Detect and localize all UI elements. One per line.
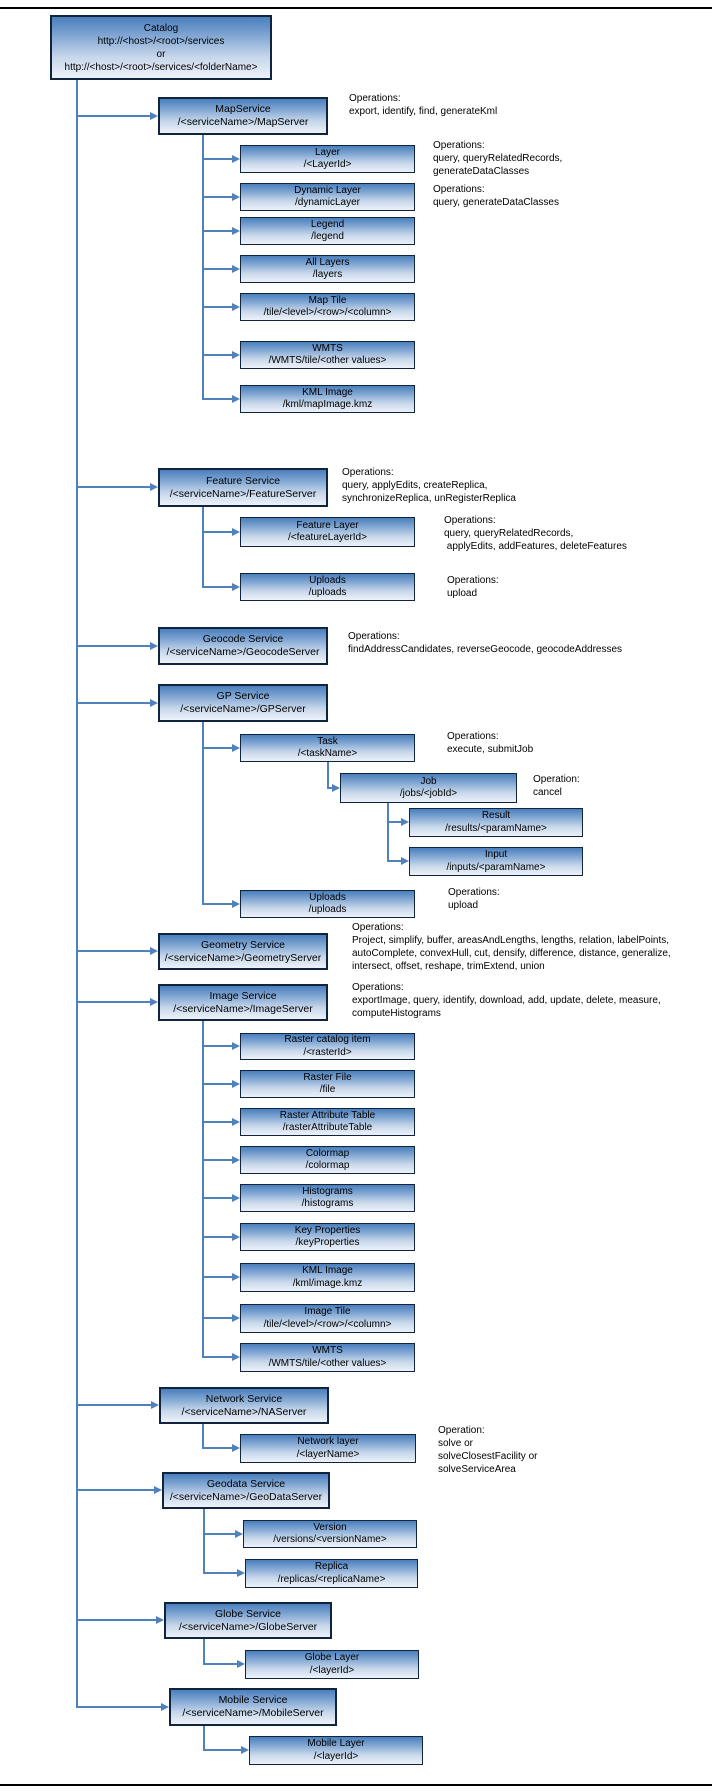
node-title: Geocode Service: [202, 633, 284, 645]
node-globe-layer: [245, 1650, 419, 1679]
connector-branch: [202, 531, 233, 533]
node-title: Version: [313, 1521, 347, 1533]
arrowhead-icon: [232, 1273, 240, 1281]
node-title: Mobile Service: [218, 1694, 288, 1706]
node-title: Geodata Service: [206, 1477, 286, 1490]
connector-spine: [203, 1639, 205, 1665]
node-raster-catalog-item: [240, 1033, 415, 1060]
node-path: /WMTS/tile/<other values>: [268, 1357, 387, 1369]
node-title: Feature Layer: [296, 519, 359, 531]
operations-line: execute, submitJob: [447, 744, 534, 755]
node-path: /<featureLayerId>: [288, 532, 367, 543]
operations-line: export, identify, find, generateKml: [349, 106, 498, 117]
connector-branch: [202, 398, 233, 400]
connector-branch: [202, 903, 233, 905]
node-title: Geometry Service: [200, 938, 286, 951]
node-path: /<rasterId>: [303, 1046, 352, 1058]
node-gp-service: [158, 684, 328, 722]
connector-branch: [76, 1706, 162, 1708]
node-path: /<serviceName>/ImageServer: [173, 1002, 313, 1015]
ops-network-layer: [438, 1424, 537, 1476]
ops-geometry: [352, 921, 671, 973]
ops-uploads-feature: [447, 574, 499, 600]
node-title: Result: [481, 810, 511, 821]
node-title: KML Image: [302, 386, 353, 398]
connector-branch: [387, 860, 402, 862]
top-border-rule: [0, 7, 712, 9]
connector-branch: [76, 645, 151, 647]
connector-spine: [202, 1021, 204, 1358]
arrowhead-icon: [232, 1444, 240, 1452]
node-path: /<taskName>: [297, 748, 358, 759]
operations-line: exportImage, query, identify, download, add, update, delete, measure,: [352, 995, 661, 1006]
node-path: /replicas/<replicaName>: [277, 1573, 386, 1585]
arrowhead-icon: [161, 1703, 169, 1711]
node-task: [240, 734, 415, 762]
operations-line: upload: [447, 588, 478, 599]
node-path: /results/<paramName>: [445, 822, 547, 834]
operations-line: Operations:: [349, 93, 401, 104]
catalog-line: or: [156, 48, 166, 60]
node-path: /<serviceName>/FeatureServer: [169, 487, 317, 500]
connector-branch: [202, 306, 233, 308]
arrowhead-icon: [232, 1080, 240, 1088]
node-title: MapService: [215, 103, 271, 115]
operations-line: generateDataClasses: [433, 166, 530, 177]
node-path: /dynamicLayer: [294, 197, 361, 208]
node-version: [243, 1520, 417, 1548]
node-path: /inputs/<paramName>: [446, 861, 546, 873]
operations-line: Project, simplify, buffer, areasAndLengths, lengths, relation, labelPoints,: [352, 935, 670, 946]
connector-branch: [202, 354, 233, 356]
node-path: /kml/mapImage.kmz: [282, 399, 373, 410]
node-dynamic-layer: [240, 183, 415, 211]
connector-branch: [202, 1276, 233, 1278]
arrowhead-icon: [232, 528, 240, 536]
operations-line: solveServiceArea: [438, 1464, 516, 1475]
arrowhead-icon: [232, 351, 240, 359]
node-feature-layer: [240, 517, 415, 547]
node-network-layer: [240, 1434, 416, 1463]
connector-branch: [76, 115, 151, 117]
node-title: GP Service: [216, 690, 270, 702]
node-catalog: [50, 15, 272, 80]
operations-line: Operations:: [352, 982, 404, 993]
node-path: /<serviceName>/GlobeServer: [178, 1620, 318, 1633]
operations-line: Operations:: [433, 184, 485, 195]
connector-branch: [202, 586, 233, 588]
operations-line: applyEdits, addFeatures, deleteFeatures: [444, 541, 627, 552]
node-map-service: [158, 97, 328, 135]
node-title: Replica: [314, 1561, 349, 1572]
node-title: Raster catalog item: [284, 1034, 371, 1045]
operations-line: query, queryRelatedRecords,: [444, 528, 574, 539]
node-geodata-service: [162, 1472, 330, 1509]
node-title: Image Tile: [304, 1306, 351, 1317]
arrowhead-icon: [232, 900, 240, 908]
ops-geocode: [348, 630, 622, 656]
arrowhead-icon: [232, 1194, 240, 1202]
bottom-border-rule: [0, 1784, 712, 1786]
connector-spine: [203, 1726, 205, 1751]
node-wmts-image: [240, 1343, 415, 1372]
node-replica: [245, 1559, 418, 1588]
ops-uploads-gp: [448, 886, 500, 912]
node-title: Uploads: [309, 891, 346, 903]
node-path: /<layerId>: [309, 1664, 355, 1676]
arrowhead-icon: [235, 1530, 243, 1538]
node-path: /<layerName>: [296, 1448, 360, 1460]
operations-line: Operations:: [444, 515, 496, 526]
node-input: [409, 847, 583, 876]
operations-line: query, queryRelatedRecords,: [433, 153, 563, 164]
connector-spine: [203, 1509, 205, 1574]
arrowhead-icon: [232, 193, 240, 201]
operations-line: Operations:: [348, 631, 400, 642]
operations-line: query, generateDataClasses: [433, 197, 559, 208]
connector-branch: [202, 1447, 233, 1449]
node-title: Image Service: [209, 989, 277, 1002]
operations-line: Operations:: [447, 731, 499, 742]
node-layer: [240, 145, 415, 173]
arrowhead-icon: [401, 857, 409, 865]
arrowhead-icon: [232, 265, 240, 273]
node-path: /keyProperties: [295, 1237, 360, 1248]
arrowhead-icon: [151, 1401, 159, 1409]
node-key-properties: [240, 1223, 415, 1251]
operations-line: findAddressCandidates, reverseGeocode, geocodeAddresses: [348, 644, 623, 655]
node-map-tile: [240, 293, 415, 321]
node-path: /<serviceName>/GPServer: [180, 703, 306, 715]
arrowhead-icon: [156, 1616, 164, 1624]
node-job: [340, 773, 517, 803]
node-wmts-map: [240, 341, 415, 369]
node-title: Layer: [314, 146, 340, 158]
node-title: KML Image: [302, 1265, 353, 1276]
connector-branch: [76, 702, 151, 704]
arrowhead-icon: [237, 1660, 245, 1668]
arrowhead-icon: [154, 1486, 162, 1494]
connector-branch: [202, 230, 233, 232]
node-path: /tile/<level>/<row>/<column>: [263, 307, 392, 318]
connector-spine: [76, 80, 78, 1708]
operations-line: Operations:: [342, 467, 394, 478]
operations-line: autoComplete, convexHull, cut, densify, difference, distance, generalize,: [352, 948, 671, 959]
operations-line: query, applyEdits, createReplica,: [342, 480, 488, 491]
arrowhead-icon: [232, 303, 240, 311]
arrowhead-icon: [401, 818, 409, 826]
node-path: /jobs/<jobId>: [399, 788, 458, 799]
node-path: /<LayerId>: [303, 159, 352, 170]
node-path: /kml/image.kmz: [292, 1277, 363, 1289]
node-path: /<serviceName>/MobileServer: [182, 1707, 324, 1719]
catalog-line: http://<host>/<root>/services/<folderName>: [64, 61, 258, 73]
node-title: WMTS: [312, 1345, 343, 1356]
arrowhead-icon: [232, 744, 240, 752]
arrowhead-icon: [232, 1156, 240, 1164]
node-path: /<serviceName>/GeoDataServer: [169, 1490, 323, 1503]
node-raster-file: [240, 1070, 415, 1098]
node-title: Mobile Layer: [307, 1738, 365, 1749]
node-path: /WMTS/tile/<other values>: [268, 355, 387, 366]
operations-line: Operations:: [447, 575, 499, 586]
node-path: /layers: [312, 269, 343, 280]
connector-branch: [387, 821, 402, 823]
node-image-service: [158, 984, 328, 1021]
arrowhead-icon: [150, 642, 158, 650]
node-title: All Layers: [305, 256, 350, 268]
connector-branch: [76, 486, 151, 488]
node-legend: [240, 217, 415, 245]
connector-spine: [202, 1424, 204, 1449]
node-path: /versions/<versionName>: [273, 1534, 387, 1545]
node-result: [409, 808, 583, 837]
node-kml-image-img: [240, 1263, 415, 1292]
arrowhead-icon: [232, 583, 240, 591]
connector-spine: [327, 762, 329, 789]
node-title: Network layer: [297, 1436, 359, 1447]
ops-image: [352, 981, 661, 1020]
connector-branch: [202, 1083, 233, 1085]
connector-branch: [202, 1317, 233, 1319]
node-feature-service: [158, 468, 328, 507]
operations-line: Operations:: [352, 922, 404, 933]
node-title: Task: [317, 735, 338, 747]
connector-branch: [76, 1619, 157, 1621]
node-title: Key Properties: [294, 1224, 361, 1236]
connector-spine: [202, 507, 204, 588]
operations-line: synchronizeReplica, unRegisterReplica: [342, 493, 516, 504]
node-title: WMTS: [312, 342, 343, 354]
node-path: /<serviceName>/NAServer: [181, 1405, 307, 1418]
connector-branch: [202, 1197, 233, 1199]
connector-branch: [202, 1045, 233, 1047]
arrowhead-icon: [150, 483, 158, 491]
node-path: /<serviceName>/MapServer: [177, 116, 309, 128]
node-uploads-gp: [240, 890, 415, 918]
arrowhead-icon: [232, 1042, 240, 1050]
catalog-line: Catalog: [143, 22, 179, 34]
operations-line: solveClosestFacility or: [438, 1451, 538, 1462]
node-title: Job: [420, 775, 437, 787]
ops-map-service: [349, 92, 497, 118]
connector-branch: [202, 1236, 233, 1238]
connector-branch: [76, 1489, 155, 1491]
node-path: /tile/<level>/<row>/<column>: [263, 1318, 392, 1330]
node-path: /uploads: [308, 904, 347, 915]
node-title: Raster Attribute Table: [279, 1109, 376, 1121]
node-network-service: [159, 1387, 329, 1424]
node-title: Colormap: [305, 1147, 350, 1159]
connector-branch: [202, 196, 233, 198]
node-path: /histograms: [301, 1198, 354, 1209]
node-title: Globe Service: [215, 1607, 281, 1620]
operations-line: Operations:: [448, 887, 500, 898]
node-path: /legend: [311, 231, 344, 242]
arrowhead-icon: [237, 1569, 245, 1577]
node-title: Map Tile: [308, 294, 347, 306]
connector-branch: [202, 158, 233, 160]
ops-feature-layer: [444, 514, 627, 553]
node-path: /rasterAttributeTable: [282, 1122, 373, 1133]
ops-task: [447, 730, 533, 756]
arrowhead-icon: [232, 1118, 240, 1126]
ops-feature-service: [342, 466, 516, 505]
node-globe-service: [164, 1602, 332, 1639]
connector-branch: [202, 1356, 233, 1358]
node-title: Legend: [310, 218, 345, 230]
operations-line: Operation:: [533, 774, 580, 785]
node-raster-attribute-table: [240, 1108, 415, 1136]
node-path: /colormap: [305, 1160, 350, 1171]
ops-job: [533, 773, 580, 799]
operations-line: cancel: [533, 787, 562, 798]
connector-branch: [76, 1404, 152, 1406]
connector-spine: [387, 803, 389, 862]
node-geocode-service: [158, 627, 328, 665]
node-uploads-feature: [240, 573, 415, 601]
connector-branch: [203, 1572, 238, 1574]
connector-branch: [203, 1533, 236, 1535]
node-title: Histograms: [302, 1185, 353, 1197]
node-mobile-layer: [249, 1736, 423, 1765]
arrowhead-icon: [150, 699, 158, 707]
connector-branch: [203, 1663, 238, 1665]
connector-branch: [202, 747, 233, 749]
arrowhead-icon: [232, 395, 240, 403]
arrowhead-icon: [150, 112, 158, 120]
operations-line: computeHistograms: [352, 1008, 441, 1019]
operations-line: intersect, offset, reshape, trimExtend, union: [352, 961, 545, 972]
node-title: Feature Service: [205, 474, 281, 487]
node-path: /uploads: [308, 587, 347, 598]
node-title: Input: [484, 849, 508, 860]
catalog-line: http://<host>/<root>/services: [97, 35, 225, 47]
arrowhead-icon: [232, 1353, 240, 1361]
connector-spine: [202, 722, 204, 905]
node-path: /<serviceName>/GeocodeServer: [166, 646, 320, 658]
node-mobile-service: [169, 1688, 337, 1726]
arrowhead-icon: [241, 1746, 249, 1754]
node-path: /<layerId>: [313, 1750, 359, 1762]
arrowhead-icon: [150, 947, 158, 955]
node-title: Dynamic Layer: [294, 184, 361, 196]
ops-dynamic-layer: [433, 183, 559, 209]
operations-line: upload: [448, 900, 479, 911]
node-image-tile: [240, 1304, 415, 1333]
node-path: /file: [319, 1084, 336, 1095]
arrowhead-icon: [332, 784, 340, 792]
arrowhead-icon: [232, 155, 240, 163]
node-title: Raster File: [303, 1071, 352, 1083]
arrowhead-icon: [150, 998, 158, 1006]
node-histograms: [240, 1184, 415, 1212]
node-all-layers: [240, 255, 415, 283]
connector-branch: [76, 1001, 151, 1003]
arrowhead-icon: [232, 227, 240, 235]
arrowhead-icon: [232, 1314, 240, 1322]
connector-branch: [202, 1159, 233, 1161]
node-title: Network Service: [205, 1392, 283, 1405]
node-colormap: [240, 1146, 415, 1174]
operations-line: Operations:: [433, 140, 485, 151]
node-path: /<serviceName>/GeometryServer: [164, 951, 322, 964]
operations-line: Operation:: [438, 1425, 485, 1436]
connector-branch: [202, 1121, 233, 1123]
operations-line: solve or: [438, 1438, 474, 1449]
node-title: Uploads: [309, 574, 346, 586]
ops-layer: [433, 139, 562, 178]
connector-branch: [202, 268, 233, 270]
connector-branch: [203, 1749, 242, 1751]
arrowhead-icon: [232, 1233, 240, 1241]
node-geometry-service: [158, 933, 328, 970]
node-title: Globe Layer: [304, 1652, 360, 1663]
connector-branch: [76, 950, 151, 952]
node-kml-image-map: [240, 385, 415, 413]
